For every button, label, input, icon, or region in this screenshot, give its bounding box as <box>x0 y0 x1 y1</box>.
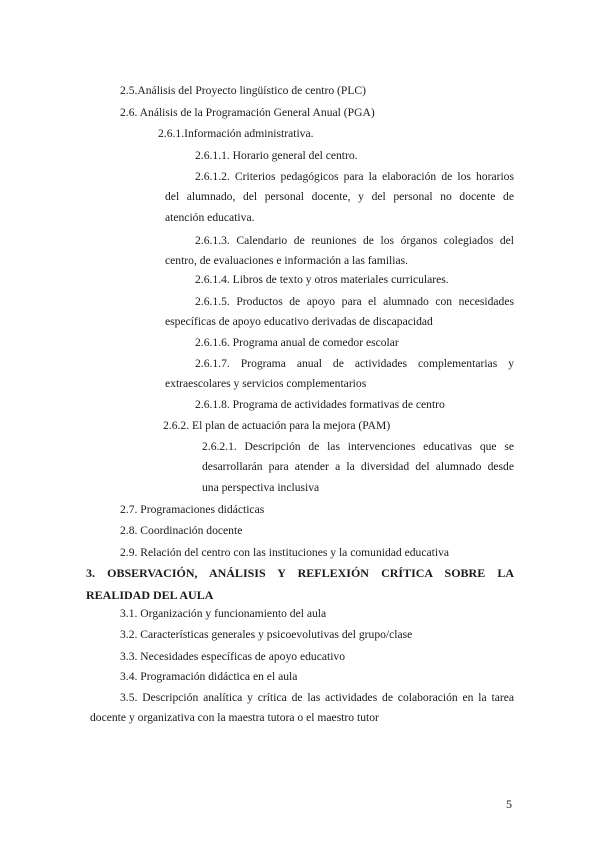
toc-entry-2-6-2-1 <box>202 437 514 498</box>
toc-line: del alumnado, del personal docente, y del personal no docente de <box>165 190 514 204</box>
toc-entry-3-4: 3.4. Programación didáctica en el aula <box>120 670 298 683</box>
toc-line: una perspectiva inclusiva <box>202 480 320 494</box>
toc-line: 2.6.1.3. Calendario de reuniones de los órganos colegiados del <box>195 234 514 247</box>
toc-entry-2-6-1-8: 2.6.1.8. Programa de actividades formativas de centro <box>195 398 445 411</box>
toc-line: 2.6.1.5. Productos de apoyo para el alumnado con necesidades <box>195 295 514 308</box>
heading-line: REALIDAD DEL AULA <box>86 588 214 602</box>
toc-entry-2-6-1-5 <box>165 292 514 333</box>
toc-entry-3-2: 3.2. Características generales y psicoevolutivas del grupo/clase <box>120 628 413 641</box>
toc-entry-2-6-1-3 <box>165 231 514 272</box>
toc-entry-2-6-1-7 <box>165 354 514 395</box>
toc-line: atención educativa. <box>165 210 255 224</box>
toc-line: 2.6.1.2. Criterios pedagógicos para la elaboración de los horarios <box>195 170 514 183</box>
section-3-heading <box>86 562 514 606</box>
heading-line: 3. OBSERVACIÓN, ANÁLISIS Y REFLEXIÓN CRÍTICA SOBRE LA <box>86 566 514 580</box>
toc-entry-3-5 <box>90 688 514 729</box>
toc-entry-2-9: 2.9. Relación del centro con las instituciones y la comunidad educativa <box>120 546 450 559</box>
toc-entry-2-6-1-1: 2.6.1.1. Horario general del centro. <box>195 149 358 162</box>
page-number: 5 <box>506 797 512 811</box>
toc-entry-2-7: 2.7. Programaciones didácticas <box>120 503 265 516</box>
toc-entry-2-6: 2.6. Análisis de la Programación General Anual (PGA) <box>120 106 375 119</box>
toc-line: centro, de evaluaciones e información a las familias. <box>165 254 409 268</box>
toc-line: extraescolares y servicios complementarios <box>165 377 367 391</box>
toc-line: 2.6.2.1. Descripción de las intervenciones educativas que se <box>202 440 514 453</box>
toc-entry-2-6-1: 2.6.1.Información administrativa. <box>158 127 314 140</box>
toc-entry-2-6-1-6: 2.6.1.6. Programa anual de comedor escolar <box>195 336 399 349</box>
toc-entry-2-6-2: 2.6.2. El plan de actuación para la mejora (PAM) <box>163 419 391 432</box>
toc-entry-3-1: 3.1. Organización y funcionamiento del aula <box>120 607 327 620</box>
toc-entry-2-6-1-2 <box>165 167 514 228</box>
toc-line: 3.5. Descripción analítica y crítica de las actividades de colaboración en la tarea <box>120 691 514 704</box>
toc-line: específicas de apoyo educativo derivadas de discapacidad <box>165 315 433 329</box>
toc-line: docente y organizativa con la maestra tutora o el maestro tutor <box>90 711 379 725</box>
toc-entry-2-8: 2.8. Coordinación docente <box>120 524 243 537</box>
toc-entry-3-3: 3.3. Necesidades específicas de apoyo educativo <box>120 650 346 663</box>
toc-entry-2-6-1-4: 2.6.1.4. Libros de texto y otros materiales curriculares. <box>195 273 449 286</box>
toc-line: 2.6.1.7. Programa anual de actividades complementarias y <box>195 357 514 370</box>
toc-line: desarrollarán para atender a la diversidad del alumnado desde <box>202 460 514 474</box>
toc-entry-2-5: 2.5.Análisis del Proyecto lingüístico de centro (PLC) <box>120 84 367 97</box>
